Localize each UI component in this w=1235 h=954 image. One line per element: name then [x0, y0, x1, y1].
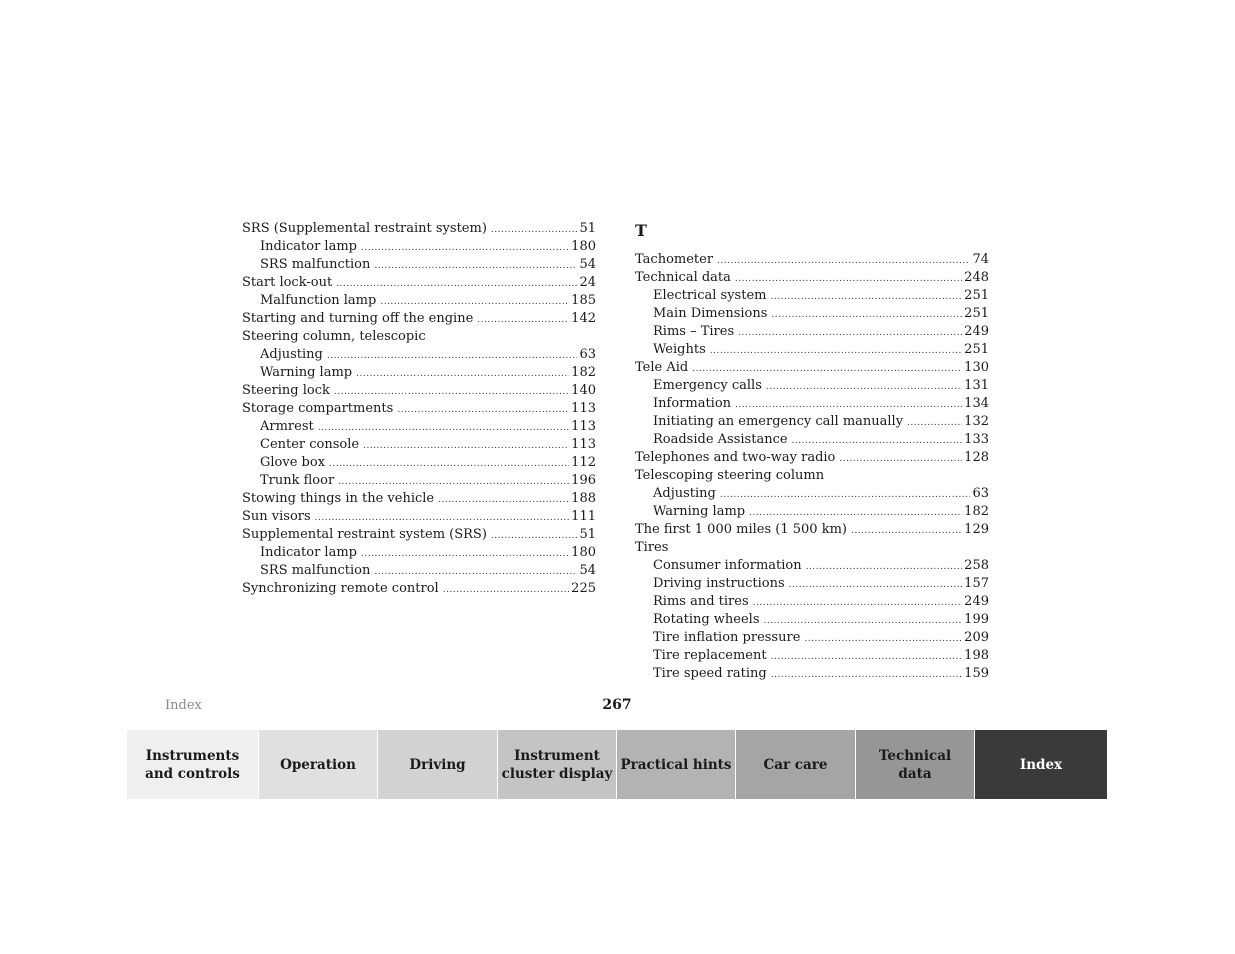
dot-leader [363, 436, 569, 455]
index-subentry[interactable] [242, 346, 596, 364]
footer-section-label: Index [165, 698, 202, 713]
entry-text: Tire replacement [653, 648, 767, 663]
entry-page-number: 180 [571, 239, 596, 254]
dot-leader [327, 346, 578, 365]
dot-leader [491, 220, 578, 239]
entry-page-number: 140 [571, 383, 596, 398]
index-entry[interactable] [242, 580, 596, 598]
entry-text: Trunk floor [260, 473, 335, 488]
dot-leader [735, 269, 962, 288]
index-entry[interactable] [635, 251, 989, 269]
index-entry[interactable] [242, 382, 596, 400]
entry-text: Stowing things in the vehicle [242, 491, 435, 506]
index-entry[interactable] [242, 400, 596, 418]
entry-page-number: 251 [964, 342, 989, 357]
dot-leader [789, 575, 963, 594]
entry-page-number: 24 [579, 275, 596, 290]
tab-operation[interactable] [259, 730, 378, 799]
index-letter-heading: T [635, 221, 647, 240]
index-entry[interactable] [635, 269, 989, 287]
entry-text: Indicator lamp [260, 239, 357, 254]
tab-label-line: Driving [409, 756, 466, 773]
entry-page-number: 225 [571, 581, 596, 596]
entry-page-number: 142 [571, 311, 596, 326]
index-entry[interactable] [635, 521, 989, 539]
entry-page-number: 188 [571, 491, 596, 506]
dot-leader [710, 341, 962, 360]
tab-label-line: Operation [280, 756, 356, 773]
dot-leader [361, 238, 569, 257]
dot-leader [720, 485, 971, 504]
tab-label-line: cluster display [501, 765, 613, 782]
entry-text: Malfunction lamp [260, 293, 377, 308]
entry-page-number: 251 [964, 306, 989, 321]
entry-text: Supplemental restraint system (SRS) [242, 527, 487, 542]
entry-page-number: 128 [964, 450, 989, 465]
entry-page-number: 182 [964, 504, 989, 519]
tab-label-line: Car care [763, 756, 828, 773]
entry-text: Center console [260, 437, 360, 452]
index-entry[interactable] [635, 539, 989, 557]
index-subentry[interactable] [635, 611, 989, 629]
dot-leader [839, 449, 962, 468]
index-subentry[interactable] [242, 238, 596, 256]
entry-text: Information [653, 396, 732, 411]
entry-text: Rotating wheels [653, 612, 760, 627]
tab-label-line: Instruments [145, 747, 240, 764]
tab-practical-hints[interactable] [617, 730, 736, 799]
entry-text: Warning lamp [260, 365, 353, 380]
entry-page-number: 133 [964, 432, 989, 447]
index-subentry[interactable] [635, 575, 989, 593]
index-subentry[interactable] [635, 323, 989, 341]
entry-text: Steering column, telescopic [242, 329, 426, 344]
dot-leader [738, 323, 962, 342]
index-entries-right [635, 251, 989, 683]
entry-page-number: 157 [964, 576, 989, 591]
entry-text: SRS malfunction [260, 563, 371, 578]
entry-page-number: 159 [964, 666, 989, 681]
dot-leader [766, 377, 962, 396]
dot-leader [315, 508, 570, 527]
dot-leader [318, 418, 569, 437]
entry-page-number: 182 [571, 365, 596, 380]
entry-page-number: 134 [964, 396, 989, 411]
entry-page-number: 249 [964, 594, 989, 609]
dot-leader [338, 472, 569, 491]
index-subentry[interactable] [635, 377, 989, 395]
index-entry[interactable] [242, 490, 596, 508]
index-subentry[interactable] [242, 472, 596, 490]
entry-text: Glove box [260, 455, 326, 470]
entry-page-number: 180 [571, 545, 596, 560]
tab-label-line: Instrument [514, 747, 600, 764]
entry-page-number: 131 [964, 378, 989, 393]
dot-leader [753, 593, 963, 612]
entry-text: Adjusting [260, 347, 323, 362]
index-subentry[interactable] [635, 593, 989, 611]
entry-text: Rims and tires [653, 594, 749, 609]
entry-text: Tachometer [635, 252, 714, 267]
index-subentry[interactable] [242, 454, 596, 472]
index-entry[interactable] [242, 526, 596, 544]
entry-text: Main Dimensions [653, 306, 768, 321]
tab-label-line: Practical hints [620, 756, 732, 773]
dot-leader [851, 521, 962, 540]
entry-text: Warning lamp [653, 504, 746, 519]
entry-text: Rims – Tires [653, 324, 735, 339]
entry-text: Initiating an emergency call manually [653, 414, 904, 429]
entry-text: Adjusting [653, 486, 716, 501]
entry-page-number: 113 [571, 419, 596, 434]
tab-instrument-cluster-display[interactable] [498, 730, 617, 799]
entry-text: Start lock-out [242, 275, 333, 290]
index-subentry[interactable] [635, 629, 989, 647]
dot-leader [907, 413, 962, 432]
entry-text: Emergency calls [653, 378, 762, 393]
tab-label-line: Index [1019, 756, 1063, 773]
entry-page-number: 54 [579, 563, 596, 578]
index-subentry[interactable] [635, 557, 989, 575]
entry-text: Tire speed rating [653, 666, 767, 681]
dot-leader [771, 647, 963, 666]
entry-text: Storage compartments [242, 401, 394, 416]
entry-text: Roadside Assistance [653, 432, 788, 447]
entry-page-number: 130 [964, 360, 989, 375]
index-subentry[interactable] [635, 395, 989, 413]
index-subentry[interactable] [635, 503, 989, 521]
entry-page-number: 51 [579, 527, 596, 542]
index-subentry[interactable] [242, 292, 596, 310]
dot-leader [804, 629, 962, 648]
dot-leader [334, 382, 569, 401]
dot-leader [477, 310, 569, 329]
index-entry[interactable] [242, 274, 596, 292]
entry-page-number: 249 [964, 324, 989, 339]
dot-leader [749, 503, 962, 522]
dot-leader [771, 305, 962, 324]
entry-text: Driving instructions [653, 576, 785, 591]
entry-page-number: 129 [964, 522, 989, 537]
section-navigation-bar [127, 730, 1108, 799]
index-subentry[interactable] [635, 305, 989, 323]
tab-technical-data[interactable] [856, 730, 975, 799]
entry-text: Indicator lamp [260, 545, 357, 560]
entry-text: Steering lock [242, 383, 330, 398]
entry-text: Starting and turning off the engine [242, 311, 474, 326]
tab-car-care[interactable] [736, 730, 856, 799]
dot-leader [771, 665, 962, 684]
entry-page-number: 74 [972, 252, 989, 267]
entry-page-number: 54 [579, 257, 596, 272]
dot-leader [438, 490, 569, 509]
dot-leader [361, 544, 569, 563]
entry-text: Sun visors [242, 509, 311, 524]
entry-page-number: 209 [964, 630, 989, 645]
entry-page-number: 112 [571, 455, 596, 470]
entry-text: Synchronizing remote control [242, 581, 439, 596]
dot-leader [397, 400, 569, 419]
dot-leader [770, 287, 962, 306]
entry-text: Tire inflation pressure [653, 630, 801, 645]
index-subentry[interactable] [635, 341, 989, 359]
index-subentry[interactable] [635, 485, 989, 503]
index-entry[interactable] [242, 328, 596, 346]
tab-driving[interactable] [378, 730, 498, 799]
index-subentry[interactable] [242, 364, 596, 382]
entry-text: Telephones and two-way radio [635, 450, 836, 465]
entry-text: Technical data [635, 270, 731, 285]
dot-leader [806, 557, 963, 576]
index-subentry[interactable] [242, 436, 596, 454]
tab-instruments-and-controls[interactable] [127, 730, 259, 799]
entry-text: Electrical system [653, 288, 767, 303]
index-subentry[interactable] [635, 413, 989, 431]
index-entry[interactable] [242, 310, 596, 328]
dot-leader [336, 274, 577, 293]
page-number: 267 [602, 697, 632, 713]
index-entry[interactable] [242, 220, 596, 238]
dot-leader [764, 611, 963, 630]
index-entry[interactable] [635, 449, 989, 467]
dot-leader [374, 562, 577, 581]
index-column-left [242, 220, 596, 598]
dot-leader [443, 580, 569, 599]
entry-page-number: 113 [571, 401, 596, 416]
entry-page-number: 199 [964, 612, 989, 627]
tab-index[interactable] [975, 730, 1108, 799]
dot-leader [792, 431, 963, 450]
entry-page-number: 63 [579, 347, 596, 362]
index-subentry[interactable] [242, 544, 596, 562]
index-entry[interactable] [635, 467, 989, 485]
entry-page-number: 196 [571, 473, 596, 488]
dot-leader [735, 395, 962, 414]
dot-leader [356, 364, 569, 383]
index-subentry[interactable] [242, 256, 596, 274]
index-subentry[interactable] [635, 431, 989, 449]
entry-page-number: 185 [571, 293, 596, 308]
entry-page-number: 113 [571, 437, 596, 452]
index-subentry[interactable] [635, 647, 989, 665]
entry-text: Armrest [260, 419, 314, 434]
dot-leader [380, 292, 569, 311]
entry-text: Tele Aid [635, 360, 689, 375]
index-subentry[interactable] [635, 287, 989, 305]
dot-leader [329, 454, 569, 473]
entry-text: SRS malfunction [260, 257, 371, 272]
index-column-right [635, 220, 989, 683]
index-subentry[interactable] [635, 665, 989, 683]
entry-page-number: 132 [964, 414, 989, 429]
tab-label-line: Technical [878, 747, 952, 764]
entry-text: Weights [653, 342, 706, 357]
tab-label-line: data [898, 765, 932, 782]
entry-page-number: 251 [964, 288, 989, 303]
entry-text: Telescoping steering column [635, 468, 825, 483]
dot-leader [491, 526, 578, 545]
index-subentry[interactable] [242, 418, 596, 436]
entry-page-number: 198 [964, 648, 989, 663]
index-subentry[interactable] [242, 562, 596, 580]
index-entry[interactable] [635, 359, 989, 377]
entry-page-number: 258 [964, 558, 989, 573]
tab-label-line: and controls [145, 765, 240, 782]
entry-text: Tires [635, 540, 669, 555]
dot-leader [692, 359, 962, 378]
dot-leader [717, 251, 970, 270]
entry-page-number: 248 [964, 270, 989, 285]
entry-text: The first 1 000 miles (1 500 km) [635, 522, 847, 537]
entry-text: SRS (Supplemental restraint system) [242, 221, 487, 236]
entry-page-number: 51 [579, 221, 596, 236]
entry-page-number: 111 [571, 509, 596, 524]
entry-text: Consumer information [653, 558, 802, 573]
dot-leader [374, 256, 577, 275]
entry-page-number: 63 [972, 486, 989, 501]
index-entry[interactable] [242, 508, 596, 526]
